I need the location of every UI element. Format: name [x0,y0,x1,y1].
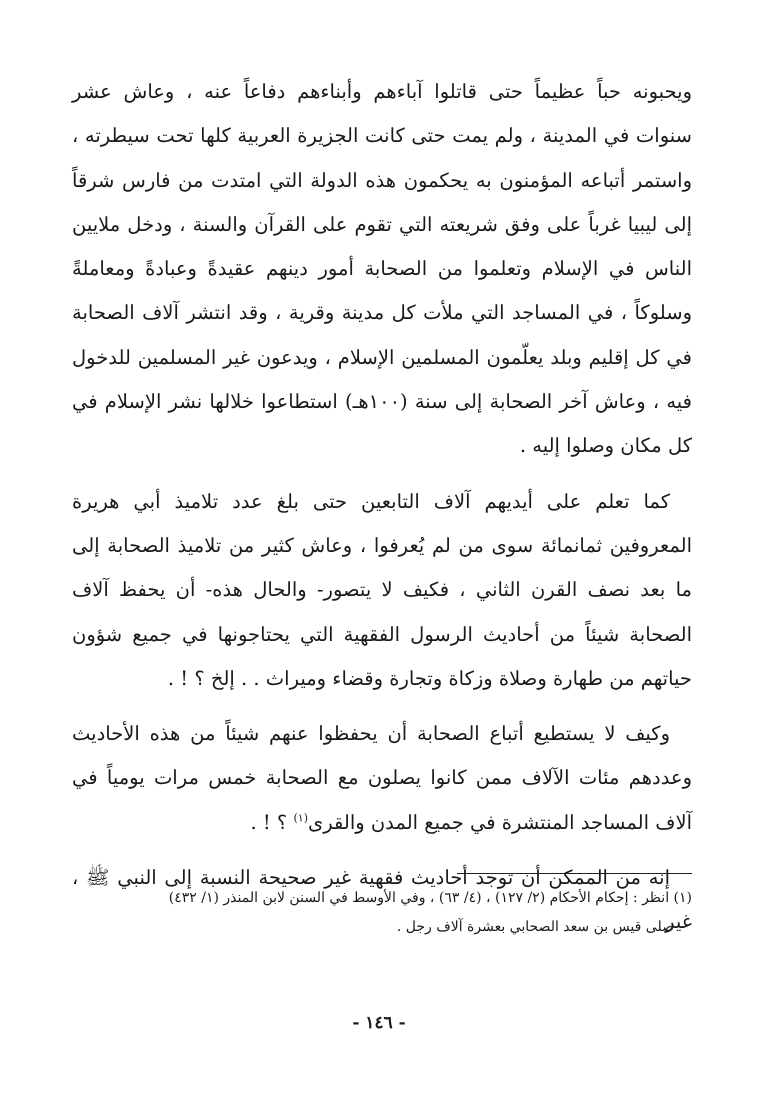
paragraph-3-ending: ؟ ! . [250,810,294,834]
footnote-reference[interactable]: (١) [293,811,308,825]
paragraph-3-text: وكيف لا يستطيع أتباع الصحابة أن يحفظوا عنهم شيئاً من هذه الأحاديث وعددهم مئات الآلاف ممن كانوا يصلون مع الصحابة خمس مرات يومياً في آلاف المساجد المنتشرة في جميع المدن والقرى [72,722,692,834]
paragraph-3 [72,712,692,845]
paragraph-2: كما تعلم على أيديهم آلاف التابعين حتى بلغ عدد تلاميذ أبي هريرة المعروفين ثمانمائة سوى من لم يُعرفوا ، وعاش كثير من تلاميذ الصحابة إلى ما بعد نصف القرن الثاني ، فكيف لا يتصور- والحال هذه- أن يحفظ آلاف الصحابة شيئاً من أحاديث الرسول الفقهية التي يحتاجونها في جميع شؤون حياتهم من طهارة وصلاة وزكاة وتجارة وقضاء وميراث . . إلخ ؟ ! . [72,489,692,690]
main-text [72,70,692,945]
footnote-line-1: (١) انظر : إحكام الأحكام (٢/ ١٢٧) ، (٤/ ٦٣) ، وفي الأوسط في السنن لابن المنذر (١/ ٤٣٢) [168,890,692,906]
footnote-line-2: صلى قيس بن سعد الصحابي بعشرة آلاف رجل . [396,919,674,935]
paragraph-1: ويحبونه حباً عظيماً حتى قاتلوا آباءهم وأبناءهم دفاعاً عنه ، وعاش عشر سنوات في المدينة ، ولم يمت حتى كانت الجزيرة العربية كلها تحت سيطرته ، واستمر أتباعه المؤمنون به يحكمون هذه الدولة التي امتدت من فارس شرقاً إلى ليبيا غرباً على وفق شريعته التي تقوم على القرآن والسنة ، ودخل ملايين الناس في الإسلام وتعلموا من الصحابة أمور دينهم عقيدةً وعبادةً ومعاملةً وسلوكاً ، في المساجد التي ملأت كل مدينة وقرية ، وقد انتشر آلاف الصحابة في كل إقليم وبلد يعلّمون المسلمين الإسلام ، ويدعون غير المسلمين للدخول فيه ، وعاش آخر الصحابة إلى سنة (١٠٠هـ) استطاعوا خلالها نشر الإسلام في كل مكان وصلوا إليه . [72,80,693,458]
page-number: - ١٤٦ - [352,1013,406,1033]
footnote-separator [457,873,692,874]
paragraph-4: إنه من الممكن أن توجد أحاديث فقهية غير صحيحة النسبة إلى النبي ﷺ ، غير [72,866,692,934]
footnotes [72,884,692,942]
